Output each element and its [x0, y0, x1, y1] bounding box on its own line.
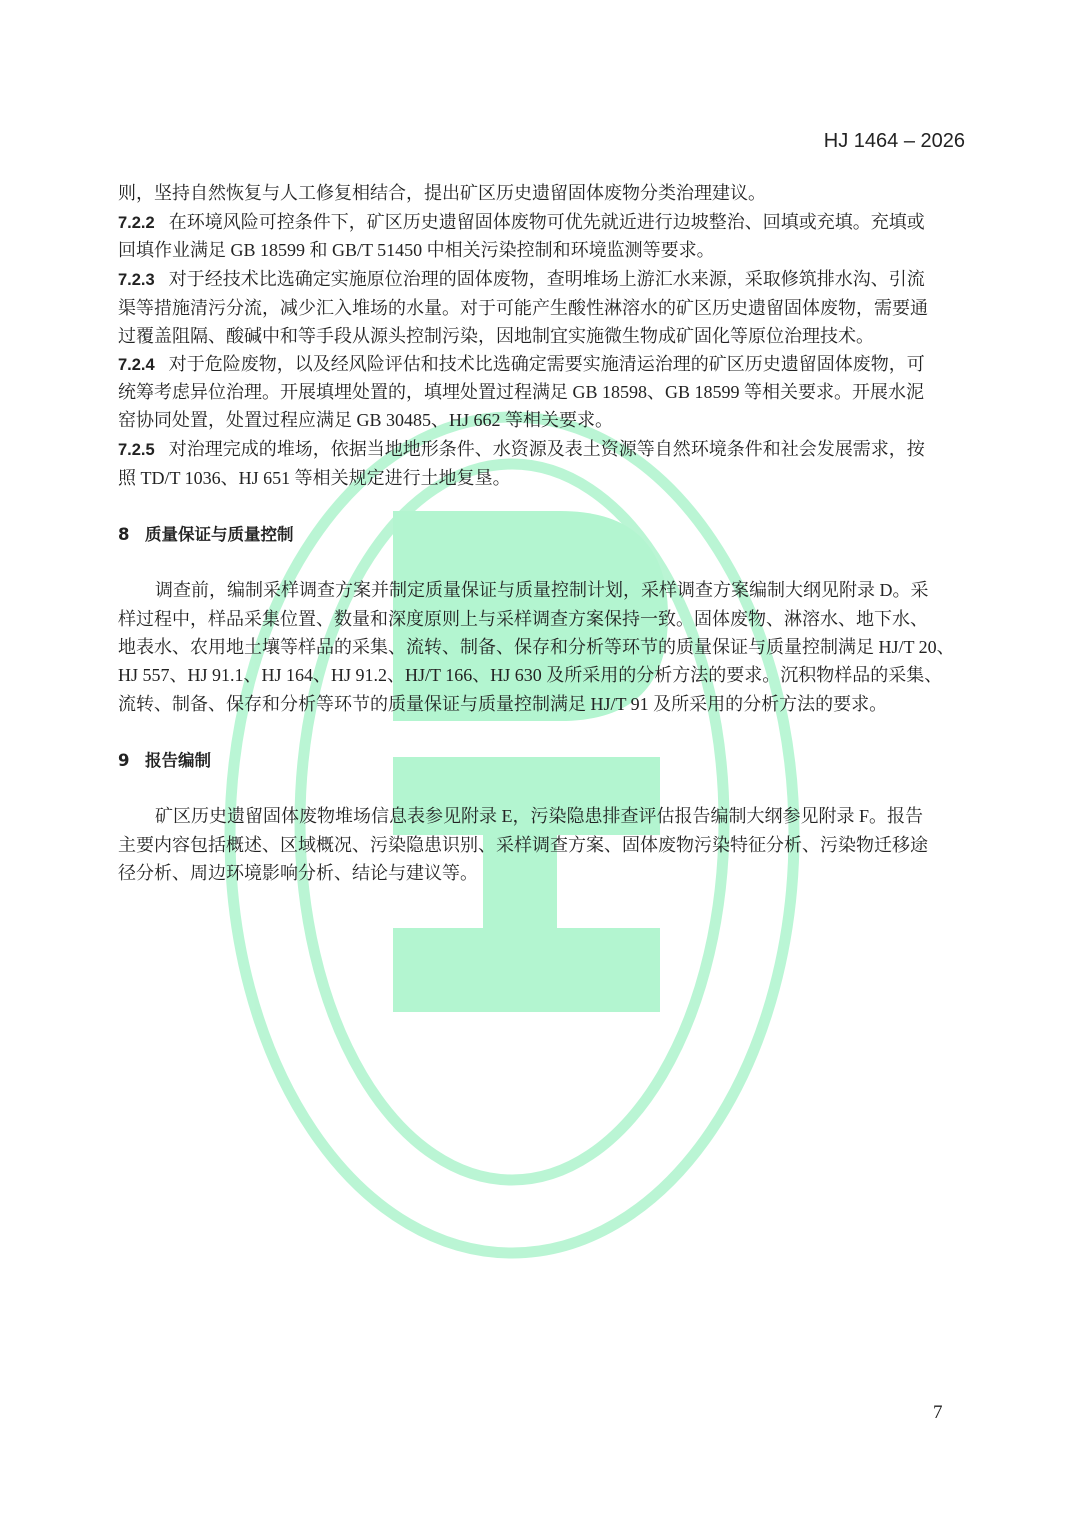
clause-number: 7.2.5 [118, 441, 155, 459]
text-line: 调查前，编制采样调查方案并制定质量保证与质量控制计划，采样调查方案编制大纲见附录 D。采 [155, 580, 929, 600]
clause-7-2-5 [118, 436, 925, 462]
clause-7-2-4 [118, 351, 925, 377]
text-line: 径分析、周边环境影响分析、结论与建议等。 [118, 863, 478, 883]
text-line: 在环境风险可控条件下，矿区历史遗留固体废物可优先就近进行边坡整治、回填或充填。充填或 [168, 212, 925, 232]
clause-7-2-3 [118, 266, 925, 292]
text-line: 矿区历史遗留固体废物堆场信息表参见附录 E，污染隐患排查评估报告编制大纲参见附录 F。报告 [155, 806, 924, 826]
section-8-heading [118, 522, 294, 548]
text-line: 照 TD/T 1036、HJ 651 等相关规定进行土地复垦。 [118, 468, 511, 488]
text-line: 回填作业满足 GB 18599 和 GB/T 51450 中相关污染控制和环境监测等要求。 [118, 240, 715, 260]
text-line: 样过程中，样品采集位置、数量和深度原则上与采样调查方案保持一致。固体废物、淋溶水、地下水、 [118, 609, 928, 629]
text-line: 地表水、农用地土壤等样品的采集、流转、制备、保存和分析等环节的质量保证与质量控制满足 HJ/T 20、 [118, 637, 955, 657]
clause-number: 7.2.3 [118, 271, 155, 289]
text-line: 窑协同处置，处置过程应满足 GB 30485、HJ 662 等相关要求。 [118, 410, 614, 430]
standard-number: HJ 1464 – 2026 [823, 130, 965, 152]
text-line: HJ 557、HJ 91.1、HJ 164、HJ 91.2、HJ/T 166、HJ 630 及所采用的分析方法的要求。沉积物样品的采集、 [118, 665, 943, 685]
text-line: 对治理完成的堆场，依据当地地形条件、水资源及表土资源等自然环境条件和社会发展需求，按 [168, 439, 925, 459]
section-number: 9 [118, 751, 130, 770]
text-line: 过覆盖阻隔、酸碱中和等手段从源头控制污染，因地制宜实施微生物成矿固化等原位治理技术。 [118, 326, 874, 346]
text-line: 主要内容包括概述、区域概况、污染隐患识别、采样调查方案、固体废物污染特征分析、污染物迁移途 [118, 835, 928, 855]
section-title: 报告编制 [145, 751, 211, 770]
text-line: 流转、制备、保存和分析等环节的质量保证与质量控制满足 HJ/T 91 及所采用的分析方法的要求。 [118, 694, 888, 714]
text-line: 统筹考虑异位治理。开展填埋处置的，填埋处置过程满足 GB 18598、GB 18599 等相关要求。开展水泥 [118, 382, 925, 402]
clause-number: 7.2.2 [118, 214, 155, 232]
clause-7-2-2 [118, 209, 925, 235]
page-number: 7 [933, 1402, 943, 1423]
text-line: 则，坚持自然恢复与人工修复相结合，提出矿区历史遗留固体废物分类治理建议。 [118, 183, 766, 203]
text-line: 对于危险废物，以及经风险评估和技术比选确定需要实施清运治理的矿区历史遗留固体废物，可 [168, 354, 925, 374]
text-line: 渠等措施清污分流，减少汇入堆场的水量。对于可能产生酸性淋溶水的矿区历史遗留固体废物，需要通 [118, 298, 928, 318]
section-number: 8 [118, 525, 130, 544]
clause-number: 7.2.4 [118, 356, 155, 374]
text-line: 对于经技术比选确定实施原位治理的固体废物，查明堆场上游汇水来源，采取修筑排水沟、引流 [168, 269, 925, 289]
section-title: 质量保证与质量控制 [145, 525, 294, 544]
section-9-heading [118, 748, 211, 774]
